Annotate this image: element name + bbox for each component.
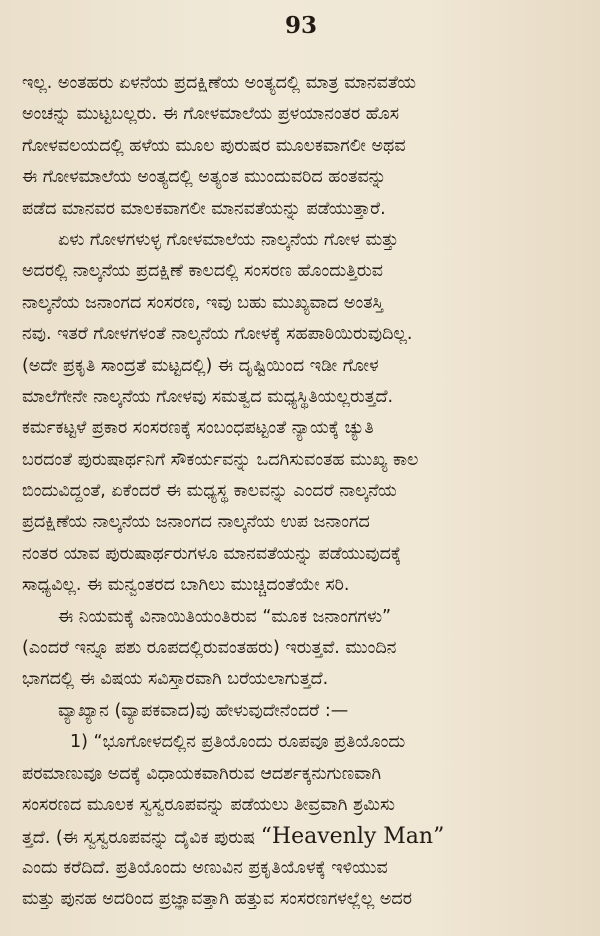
text-line: ಅದರಲ್ಲಿ ನಾಲ್ಕನೆಯ ಪ್ರದಕ್ಷಿಣೆ ಕಾಲದಲ್ಲಿ ಸಂಸರಣ ಹೊಂದುತ್ತಿರುವ [22, 261, 383, 282]
latin-phrase: “Heavenly Man” [260, 824, 445, 850]
text-line: ಸಂಸರಣದ ಮೂಲಕ ಸ್ವಸ್ವರೂಪವನ್ನು ಪಡೆಯಲು ತೀವ್ರವಾಗಿ ಶ್ರಮಿಸು [22, 794, 395, 815]
text-line: ಬಿಂದುವಿದ್ದಂತೆ, ಏಕೆಂದರೆ ಈ ಮಧ್ಯಸ್ಥ ಕಾಲವನ್ನು ಎಂದರೆ ನಾಲ್ಕನೆಯ [22, 481, 397, 502]
text-line-with-latin [22, 821, 580, 852]
page-number: 93 [284, 12, 317, 39]
text-line: (ಎಂದರೆ ಇನ್ನೂ ಪಶು ರೂಪದಲ್ಲಿರುವಂತಹರು) ಇರುತ್ತವೆ. ಮುಂದಿನ [22, 638, 397, 659]
text-line: ನಂತರ ಯಾವ ಪುರುಷಾರ್ಥರುಗಳೂ ಮಾನವತೆಯನ್ನು ಪಡೆಯುವುದಕ್ಕೆ [22, 543, 402, 564]
text-line: ಪ್ರದಕ್ಷಿಣೆಯ ನಾಲ್ಕನೆಯ ಜನಾಂಗದ ನಾಲ್ಕನೆಯ ಉಪ ಜನಾಂಗದ [22, 512, 370, 533]
text-line: ಮಾಲೆಗೇನೇ ನಾಲ್ಕನೆಯ ಗೋಳವು ಸಮತ್ವದ ಮಧ್ಯಸ್ಥಿತಿಯಲ್ಲರುತ್ತದೆ. [22, 386, 394, 407]
text-line: ಸಾಧ್ಯವಿಲ್ಲ. ಈ ಮನ್ವಂತರದ ಬಾಗಿಲು ಮುಚ್ಚಿದಂತೆಯೇ ಸರಿ. [22, 575, 350, 596]
text-line: ಕರ್ಮಕಟ್ಟಳೆ ಪ್ರಕಾರ ಸಂಸರಣಕ್ಕೆ ಸಂಬಂಧಪಟ್ಟಂತೆ ನ್ಯಾಯಕ್ಕೆ ಚ್ಯುತಿ [22, 418, 374, 439]
text-line: ನವು. ಇತರೆ ಗೋಳಗಳಂತೆ ನಾಲ್ಕನೆಯ ಗೋಳಕ್ಕೆ ಸಹಪಾಠಿಯಿರುವುದಿಲ್ಲ. [22, 324, 413, 345]
text-line: ಪಡೆದ ಮಾನವರ ಮಾಲಕವಾಗಲೀ ಮಾನವತೆಯನ್ನು ಪಡೆಯುತ್ತಾರೆ. [22, 198, 386, 219]
text-segment: ತ್ತದೆ. (ಈ ಸ್ವಸ್ವರೂಪವನ್ನು ದೈವಿಕ ಪುರುಷ [22, 828, 256, 849]
text-line: ಮತ್ತು ಪುನಹ ಅದರಿಂದ ಪ್ರಜ್ಞಾವತ್ತಾಗಿ ಹತ್ತುವ ಸಂಸರಣಗಳಲ್ಲೆಲ್ಲ ಅದರ [22, 889, 412, 910]
text-line: (ಅದೇ ಪ್ರಕೃತಿ ಸಾಂದ್ರತೆ ಮಟ್ಟದಲ್ಲಿ) ಈ ದೃಷ್ಟಿಯಿಂದ ಇಡೀ ಗೋಳ [22, 355, 379, 376]
text-line: ಏಳು ಗೋಳಗಳುಳ್ಳ ಗೋಳಮಾಲೆಯ ನಾಲ್ಕನೆಯ ಗೋಳ ಮತ್ತು [58, 229, 399, 250]
text-line: ಈ ಗೋಳಮಾಲೆಯ ಅಂತ್ಯದಲ್ಲಿ ಅತ್ಯಂತ ಮುಂದುವರಿದ ಹಂತವನ್ನು [22, 167, 387, 188]
text-line: ಬರದಂತೆ ಪುರುಷಾರ್ಥನಿಗೆ ಸೌಕರ್ಯವನ್ನು ಒದಗಿಸುವಂತಹ ಮುಖ್ಯ ಕಾಲ [22, 449, 419, 470]
text-line: ಇಲ್ಲ. ಅಂತಹರು ಏಳನೆಯ ಪ್ರದಕ್ಷಿಣೆಯ ಅಂತ್ಯದಲ್ಲಿ ಮಾತ್ರ ಮಾನವತೆಯ [22, 73, 417, 93]
text-line: ಈ ನಿಯಮಕ್ಕೆ ವಿನಾಯಿತಿಯಂತಿರುವ “ಮೂಕ ಜನಾಂಗಗಳು” [58, 606, 392, 627]
text-line: ಪರಮಾಣುವೂ ಅದಕ್ಕೆ ವಿಧಾಯಕವಾಗಿರುವ ಆದರ್ಶಕ್ಕನುಗುಣವಾಗಿ [22, 763, 382, 784]
text-line: ಎಂದು ಕರೆದಿದೆ. ಪ್ರತಿಯೊಂದು ಅಣುವಿನ ಪ್ರಕೃತಿಯೊಳಕ್ಕೆ ಇಳಿಯುವ [22, 857, 388, 878]
text-line: ವ್ಯಾಖ್ಯಾನ (ವ್ಯಾಪಕವಾದ)ವು ಹೇಳುವುದೇನೆಂದರೆ :— [58, 700, 349, 721]
text-line: ಅಂಚನ್ನು ಮುಟ್ಟಬಲ್ಲರು. ಈ ಗೋಳಮಾಲೆಯ ಪ್ರಳಯಾನಂತರ ಹೊಸ [22, 104, 400, 125]
text-line: ಗೋಳವಲಯದಲ್ಲಿ ಹಳೆಯ ಮೂಲ ಪುರುಷರ ಮೂಲಕವಾಗಲೀ ಅಥವ [22, 135, 406, 156]
text-line: ನಾಲ್ಕನೆಯ ಜನಾಂಗದ ಸಂಸರಣ, ಇವು ಬಹು ಮುಖ್ಯವಾದ ಅಂತಸ್ತಿ [22, 292, 384, 313]
text-line: 1) “ಭೂಗೋಳದಲ್ಲಿನ ಪ್ರತಿಯೊಂದು ರೂಪವೂ ಪ್ರತಿಯೊಂದು [70, 732, 406, 753]
text-line: ಭಾಗದಲ್ಲಿ ಈ ವಿಷಯ ಸವಿಸ್ತಾರವಾಗಿ ಬರೆಯಲಾಗುತ್ತದೆ. [22, 669, 329, 690]
